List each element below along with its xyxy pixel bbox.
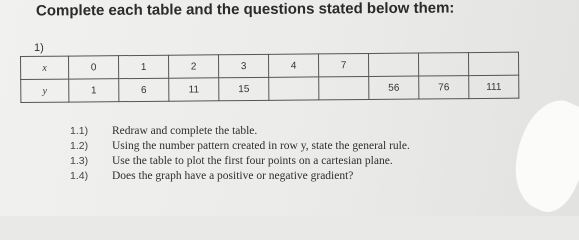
instruction-item <box>70 154 410 169</box>
y-cell: 1 <box>69 79 119 102</box>
x-cell <box>368 53 418 76</box>
page-glare <box>497 90 579 219</box>
instruction-item <box>70 139 410 154</box>
instruction-item <box>70 169 410 184</box>
instruction-number: 1.1) <box>70 125 89 137</box>
instruction-text: Using the number pattern created in row y, state the general rule. <box>112 140 410 152</box>
y-cell <box>319 76 369 99</box>
instruction-number: 1.3) <box>70 155 89 167</box>
instruction-text: Use the table to plot the first four points on a cartesian plane. <box>112 155 393 167</box>
instruction-number: 1.4) <box>70 170 89 182</box>
x-header-cell: x <box>21 56 69 79</box>
question-number: 1) <box>34 42 44 54</box>
x-cell <box>418 53 468 76</box>
x-cell: 3 <box>218 54 268 77</box>
table-row-y <box>21 75 519 102</box>
instruction-text: Does the graph have a positive or negative gradient? <box>112 170 354 182</box>
worksheet-heading: Complete each table and the questions stated below them: <box>35 0 455 20</box>
instructions-list <box>70 124 410 184</box>
y-cell <box>269 77 319 100</box>
instruction-number: 1.2) <box>70 140 89 152</box>
y-cell: 15 <box>219 77 269 100</box>
y-cell: 56 <box>369 76 419 99</box>
instruction-item <box>70 124 410 139</box>
x-cell <box>468 52 518 75</box>
y-header-cell: y <box>21 79 69 102</box>
x-cell: 0 <box>69 56 119 79</box>
x-cell: 1 <box>119 55 169 78</box>
instruction-text: Redraw and complete the table. <box>112 125 258 137</box>
y-cell: 76 <box>419 76 469 99</box>
x-cell: 7 <box>318 53 368 76</box>
y-cell: 111 <box>469 75 519 98</box>
x-cell: 2 <box>168 55 218 78</box>
xy-table <box>20 52 519 103</box>
y-cell: 6 <box>119 78 169 101</box>
y-cell: 11 <box>169 78 219 101</box>
x-cell: 4 <box>268 54 318 77</box>
